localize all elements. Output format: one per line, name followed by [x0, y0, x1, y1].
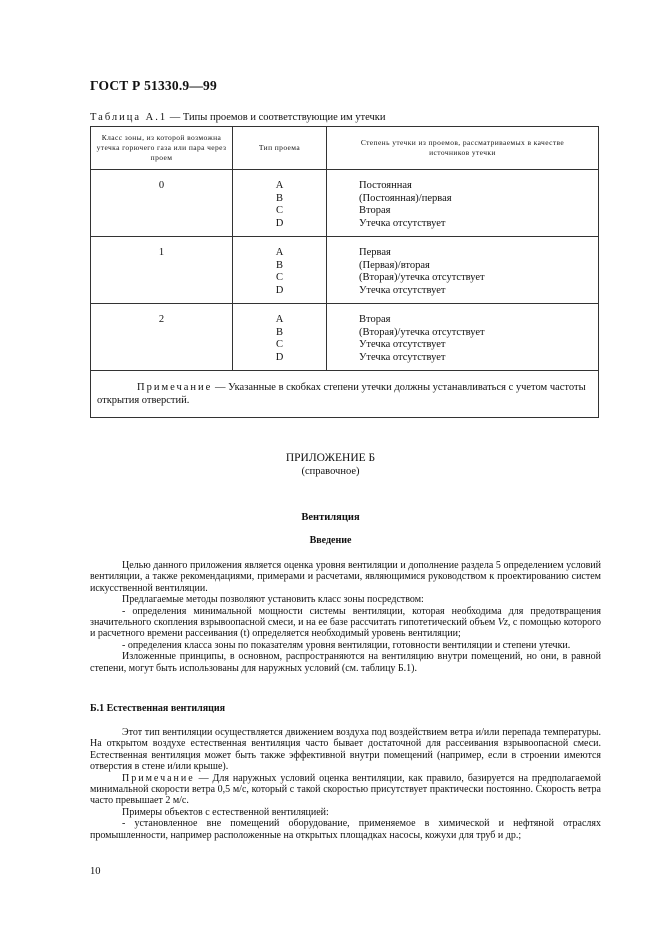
volume-symbol: Vz — [497, 617, 508, 629]
leak-item: Первая — [359, 247, 391, 258]
header-leak-degree: Степень утечки из проемов, рассматриваемых в качестве источников утечки — [327, 127, 599, 170]
type-item: D — [275, 217, 284, 229]
zone-cell: 0 — [91, 170, 233, 237]
type-item: B — [275, 192, 283, 204]
table-note-row — [91, 371, 599, 418]
appendix-title: ПРИЛОЖЕНИЕ Б — [285, 452, 376, 464]
table-row — [91, 170, 599, 237]
paragraph: Предлагаемые методы позволяют установить класс зоны посредством: — [122, 594, 424, 606]
leak-cell — [327, 170, 599, 237]
appendix-heading: Вентиляция — [301, 512, 360, 523]
header-opening-type: Тип проема — [233, 127, 327, 170]
paragraph: Этот тип вентиляции осуществляется движением воздуха под воздействием ветра и/или перепада температуры. На открытом воздухе естественная вентиляция часто бывает достаточной для рассеивания взрывоопасной смеси. Естественная вентиляция может быть также эффективной внутри помещений (например, если в строении имеются отверстия в стене и/или крыше). — [90, 727, 601, 773]
appendix-subtitle: (справочное) — [301, 466, 360, 477]
note-text: — Указанные в скобках степени утечки должны устанавливаться с учетом частоты открытия отверстий. — [97, 382, 586, 406]
leak-cell — [327, 304, 599, 371]
section-b1-text — [90, 727, 601, 841]
leak-item: Утечка отсутствует — [359, 339, 446, 350]
type-item: A — [275, 180, 284, 191]
leak-item: (Постоянная)/первая — [359, 192, 452, 204]
intro-heading: Введение — [309, 535, 352, 546]
paragraph-part: - определения минимальной мощности системы вентиляции, которая необходима для предотвращения значительного скопления взрывоопасной смеси, и на ее базе рассчитать гипотетический объем — [90, 605, 601, 629]
type-item: C — [275, 205, 283, 216]
page-number: 10 — [90, 866, 101, 877]
paragraph — [90, 773, 601, 807]
type-item: B — [275, 259, 283, 271]
type-item: B — [275, 326, 283, 338]
openings-table — [90, 126, 599, 418]
leak-item: Утечка отсутствует — [359, 351, 446, 363]
leak-cell — [327, 237, 599, 304]
section-heading-b1: Б.1 Естественная вентиляция — [90, 703, 226, 714]
leak-item: (Первая)/вторая — [359, 259, 430, 271]
type-item: A — [275, 247, 284, 258]
paragraph: Изложенные принципы, в основном, распространяются на вентиляцию внутри помещений, но они, в равной степени, могут быть использованы для наружных условий (см. таблицу Б.1). — [90, 651, 601, 674]
paragraph: - установленное вне помещений оборудование, применяемое в химической и нефтяной отраслях промышленности, например расположенные на открытых площадках насосы, кожухи для труб и др.; — [90, 818, 601, 841]
note-text: — Для наружных условий оценка вентиляции, как правило, базируется на предполагаемой минимальной скорости ветра 0,5 м/с, который с такой скоростью присутствует практически постоянно. Скорость ветра часто превышает 2 м/с. — [90, 772, 601, 807]
table-caption — [90, 112, 386, 123]
type-item: A — [275, 314, 284, 325]
type-item: D — [275, 351, 284, 363]
zone-cell: 1 — [91, 237, 233, 304]
table-header-row — [91, 127, 599, 170]
paragraph — [90, 606, 601, 640]
table-note — [91, 371, 599, 418]
leak-item: Утечка отсутствует — [359, 217, 446, 229]
paragraph-part: , с помощью которого и расчетного времени рассеивания (t) определяется необходимый уровень вентиляции; — [90, 617, 602, 640]
table-caption-label: Таблица А.1 — [90, 112, 168, 123]
leak-item: (Вторая)/утечка отсутствует — [359, 326, 485, 338]
leak-item: Вторая — [359, 205, 391, 216]
table-caption-text: — Типы проемов и соответствующие им утечки — [167, 112, 386, 123]
standard-number: ГОСТ Р 51330.9—99 — [90, 78, 217, 93]
type-cell — [233, 170, 327, 237]
table-row — [91, 237, 599, 304]
zone-cell: 2 — [91, 304, 233, 371]
type-cell — [233, 304, 327, 371]
type-item: C — [275, 339, 283, 350]
leak-item: Постоянная — [359, 180, 412, 191]
leak-item: (Вторая)/утечка отсутствует — [359, 272, 485, 283]
note-label: Примечание — [122, 772, 195, 784]
table-row — [91, 304, 599, 371]
type-item: D — [275, 284, 284, 296]
paragraph: - определения класса зоны по показателям уровня вентиляции, готовности вентиляции и степени утечки. — [122, 639, 571, 651]
type-cell — [233, 237, 327, 304]
note-label: Примечание — [137, 382, 213, 393]
paragraph: Целью данного приложения является оценка уровня вентиляции и дополнение раздела 5 определением условий вентиляции, а также рекомендациями, примерами и расчетами, являющимися руководством к проектированию систем искусственной вентиляции. — [90, 560, 601, 594]
intro-text — [90, 560, 601, 674]
type-item: C — [275, 272, 283, 283]
header-zone-class: Класс зоны, из которой возможна утечка горючего газа или пара через проем — [91, 127, 233, 170]
paragraph: Примеры объектов с естественной вентиляцией: — [122, 806, 329, 818]
leak-item: Вторая — [359, 314, 391, 325]
leak-item: Утечка отсутствует — [359, 284, 446, 296]
